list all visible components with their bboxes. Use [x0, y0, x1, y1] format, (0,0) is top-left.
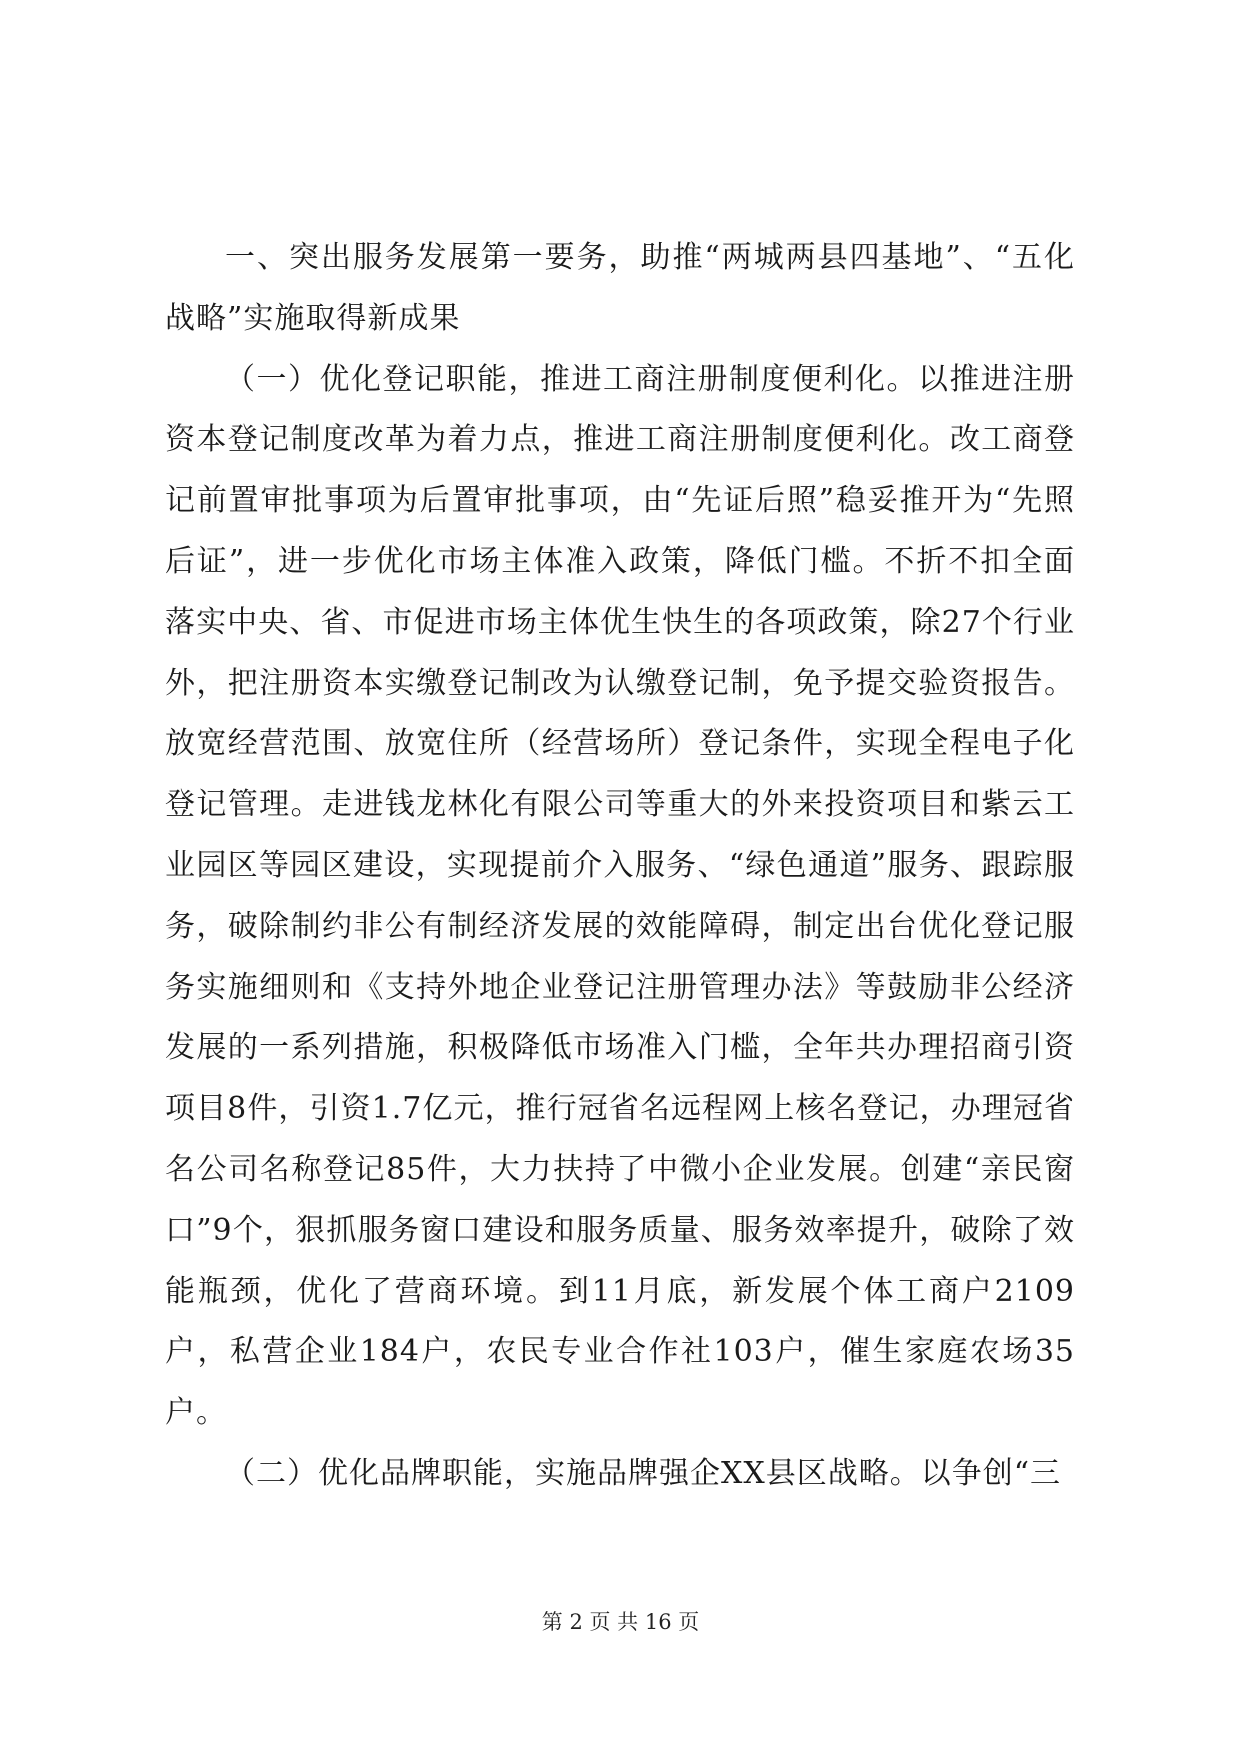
page-footer: 第 2 页 共 16 页 — [541, 1610, 700, 1634]
document-body — [165, 228, 1075, 1505]
section-heading: 一、突出服务发展第一要务，助推“两城两县四基地”、“五化战略”实施取得新成果 — [165, 240, 1075, 336]
paragraph-registration: （一）优化登记职能，推进工商注册制度便利化。以推进注册资本登记制度改革为着力点，推进工商注册制度便利化。改工商登记前置审批事项为后置审批事项，由“先证后照”稳妥推开为“先照后证”，进一步优化市场主体准入政策，降低门槛。不折不扣全面落实中央、省、市促进市场主体优生快生的各项政策，除27个行业外，把注册资本实缴登记制改为认缴登记制，免予提交验资报告。放宽经营范围、放宽住所（经营场所）登记条件，实现全程电子化登记管理。走进钱龙林化有限公司等重大的外来投资项目和紫云工业园区等园区建设，实现提前介入服务、“绿色通道”服务、跟踪服务，破除制约非公有制经济发展的效能障碍，制定出台优化登记服务实施细则和《支持外地企业登记注册管理办法》等鼓励非公经济发展的一系列措施，积极降低市场准入门槛，全年共办理招商引资项目8件，引资1.7亿元，推行冠省名远程网上核名登记，办理冠省名公司名称登记85件，大力扶持了中微小企业发展。创建“亲民窗口”9个，狠抓服务窗口建设和服务质量、服务效率提升，破除了效能瓶颈，优化了营商环境。到11月底，新发展个体工商户2109户，私营企业184户，农民专业合作社103户，催生家庭农场35户。 — [165, 361, 1075, 1431]
paragraph-brand: （二）优化品牌职能，实施品牌强企XX县区战略。以争创“三 — [225, 1455, 1062, 1491]
